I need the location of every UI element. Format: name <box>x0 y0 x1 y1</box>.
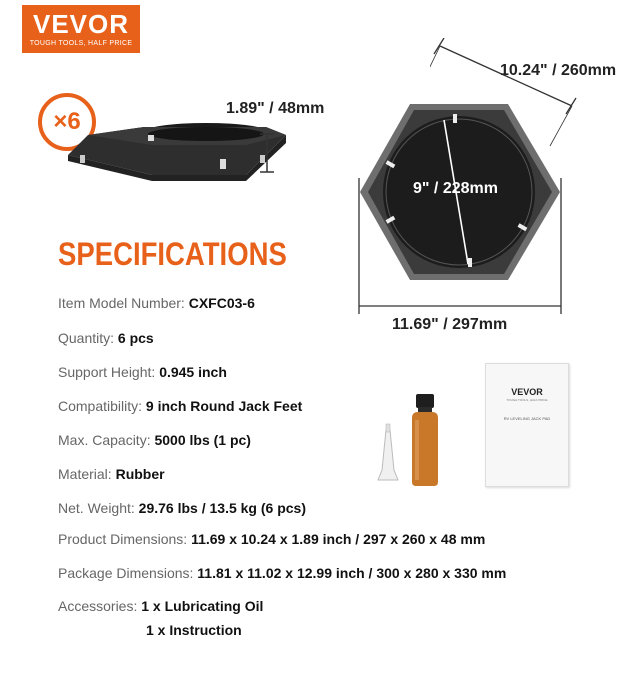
logo-tagline: TOUGH TOOLS, HALF PRICE <box>29 40 133 47</box>
spec-row <box>58 330 154 346</box>
height-dimension-label: 1.89" / 48mm <box>226 100 325 117</box>
spec-value: 1 x Lubricating Oil <box>141 598 264 614</box>
manual-title: RV LEVELING JACK PAD <box>503 416 551 421</box>
spec-value: 9 inch Round Jack Feet <box>145 398 303 414</box>
spec-row <box>58 500 306 516</box>
logo-brand: VEVOR <box>32 9 130 39</box>
vevor-logo <box>22 5 140 53</box>
diameter-dimension-label: 9" / 228mm <box>413 180 498 197</box>
spec-label: Accessories: <box>58 598 138 614</box>
width-dimension-label: 10.24" / 260mm <box>500 62 617 79</box>
quantity-badge: ×6 <box>38 93 96 151</box>
manual-brand: VEVOR <box>511 387 543 397</box>
spec-row <box>58 531 485 547</box>
spec-row <box>58 466 165 482</box>
spec-label: Material: <box>58 466 112 482</box>
height-indicator <box>256 132 278 174</box>
spec-row <box>58 598 263 614</box>
spec-row <box>58 432 251 448</box>
spec-value: 29.76 lbs / 13.5 kg (6 pcs) <box>138 500 306 516</box>
spec-row-continuation <box>146 622 242 638</box>
lubricating-oil-bottle-image <box>374 390 454 490</box>
manual-tagline: TOUGH TOOLS, HALF PRICE <box>506 398 548 402</box>
spec-value: CXFC03-6 <box>188 295 255 311</box>
spec-label: Compatibility: <box>58 398 143 414</box>
spec-row <box>58 295 255 311</box>
spec-row <box>58 565 506 581</box>
spec-value: 0.945 inch <box>159 364 227 380</box>
spec-row <box>58 364 227 380</box>
spec-value: 6 pcs <box>117 330 154 346</box>
spec-label: Quantity: <box>58 330 115 346</box>
spec-label: Net. Weight: <box>58 500 135 516</box>
spec-value: Rubber <box>115 466 165 482</box>
spec-value: 1 x Instruction <box>146 622 242 638</box>
spec-label: Item Model Number: <box>58 295 185 311</box>
spec-row <box>58 398 302 414</box>
spec-label: Support Height: <box>58 364 156 380</box>
length-dimension-label: 11.69" / 297mm <box>392 316 508 333</box>
instruction-manual-image <box>485 363 569 487</box>
spec-value: 5000 lbs (1 pc) <box>154 432 251 448</box>
spec-label: Max. Capacity: <box>58 432 151 448</box>
spec-value: 11.81 x 11.02 x 12.99 inch / 300 x 280 x 330 mm <box>197 565 507 581</box>
specifications-title: SPECIFICATIONS <box>58 236 287 272</box>
spec-label: Package Dimensions: <box>58 565 194 581</box>
length-indicator <box>355 178 565 318</box>
spec-label: Product Dimensions: <box>58 531 188 547</box>
spec-value: 11.69 x 10.24 x 1.89 inch / 297 x 260 x 48 mm <box>191 531 486 547</box>
